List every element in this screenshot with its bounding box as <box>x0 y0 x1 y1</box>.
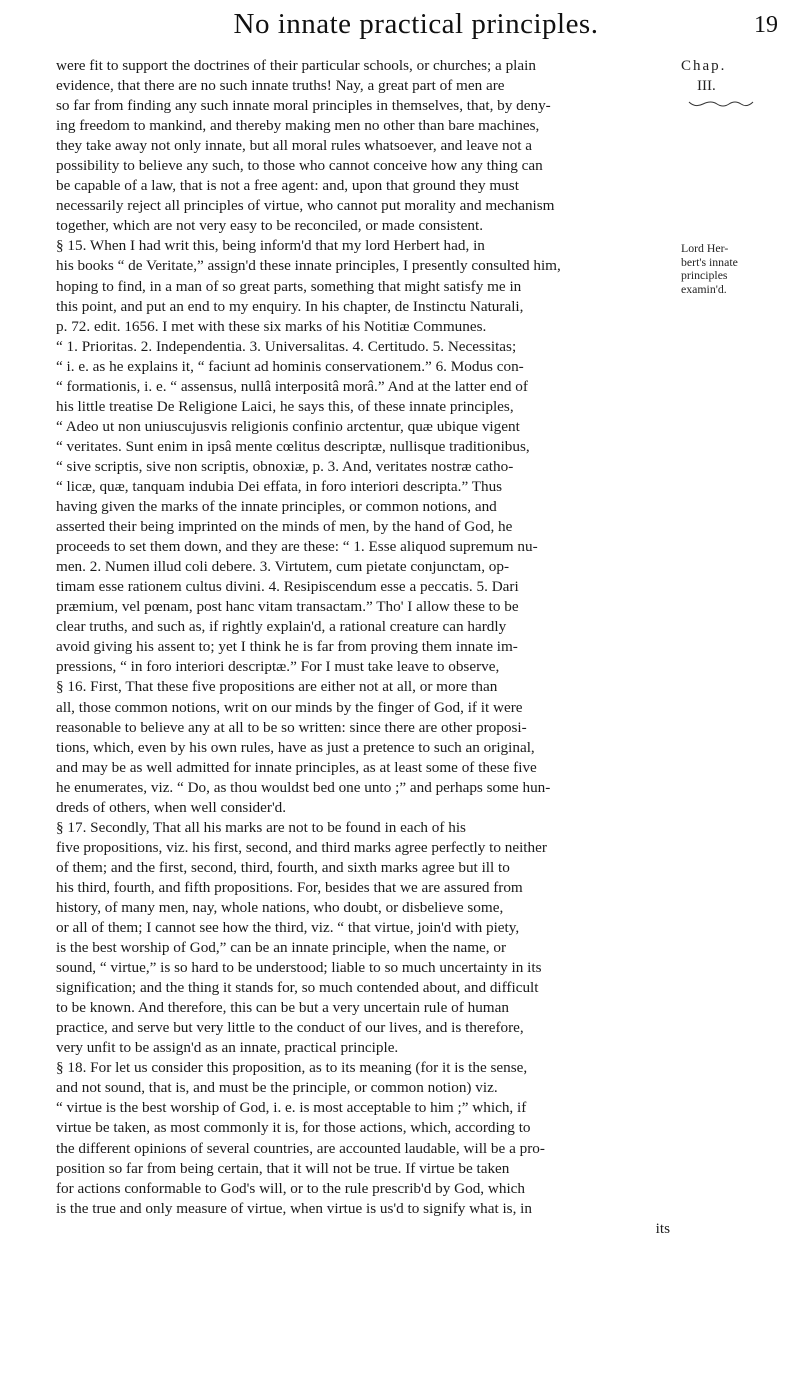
text-line: “ licæ, quæ, tanquam indubia Dei effata, in foro interiori descripta.” Thus <box>56 477 503 495</box>
text-line: and not sound, that is, and must be the principle, or common notion) viz. <box>56 1079 498 1097</box>
catchword: its <box>655 1219 670 1237</box>
text-line: is the best worship of God,” can be an innate principle, when the name, or <box>56 939 507 957</box>
ornament-flourish-icon <box>687 99 757 109</box>
text-line: ing freedom to mankind, and thereby making men no other than bare machines, <box>56 117 540 135</box>
text-line: pressions, “ in foro interiori descriptæ.” For I must take leave to observe, <box>56 658 500 676</box>
text-line: p. 72. edit. 1656. I met with these six marks of his Notitiæ Communes. <box>56 317 487 335</box>
text-line: men. 2. Numen illud coli debere. 3. Virtutem, cum pietate conjunctam, op- <box>56 558 510 576</box>
marginal-note-line: principles <box>681 268 728 283</box>
chapter-label: Chap. <box>681 58 727 74</box>
text-line: “ 1. Prioritas. 2. Independentia. 3. Universalitas. 4. Certitudo. 5. Necessitas; <box>56 337 517 355</box>
text-line: they take away not only innate, but all moral rules whatsoever, and leave not a <box>56 137 532 155</box>
marginal-note-line: Lord Her- <box>681 241 729 255</box>
text-line: præmium, vel pœnam, post hanc vitam transactam.” Tho' I allow these to be <box>56 598 519 616</box>
text-line: he enumerates, viz. “ Do, as thou wouldst bed one unto ;” and perhaps some hun- <box>56 778 551 796</box>
text-line: very unfit to be assign'd as an innate, practical principle. <box>56 1039 399 1057</box>
text-line: evidence, that there are no such innate truths! Nay, a great part of men are <box>56 77 505 95</box>
text-line: § 17. Secondly, That all his marks are not to be found in each of his <box>56 818 466 836</box>
text-line: for actions conformable to God's will, or to the rule prescrib'd by God, which <box>56 1179 526 1197</box>
text-line: so far from finding any such innate moral principles in themselves, that, by deny- <box>56 97 551 115</box>
text-line: and may be as well admitted for innate principles, as at least some of these five <box>56 758 537 776</box>
text-line: “ formationis, i. e. “ assensus, nullâ interpositâ morâ.” And at the latter end of <box>56 377 528 395</box>
text-line: asserted their being imprinted on the minds of men, by the hand of God, he <box>56 518 513 536</box>
text-line: his little treatise De Religione Laici, he says this, of these innate principles, <box>56 397 514 415</box>
text-line: this point, and put an end to my enquiry. In his chapter, de Instinctu Naturali, <box>56 297 524 315</box>
text-line: avoid giving his assent to; yet I think he is far from proving them innate im- <box>56 638 518 656</box>
margin-chapter-heading <box>681 56 796 114</box>
text-line: proceeds to set them down, and they are these: “ 1. Esse aliquod supremum nu- <box>56 538 538 556</box>
text-line: together, which are not very easy to be reconciled, or made consistent. <box>56 217 484 235</box>
text-line: “ i. e. as he explains it, “ faciunt ad hominis conservationem.” 6. Modus con- <box>56 357 524 375</box>
text-line: reasonable to believe any at all to be so written: since there are other proposi- <box>56 718 527 736</box>
text-line: dreds of others, when well consider'd. <box>56 798 287 816</box>
marginal-note-line: examin'd. <box>681 281 727 296</box>
text-line: his books “ de Veritate,” assign'd these innate principles, I presently consulted him, <box>56 257 561 275</box>
text-line: practice, and serve but very little to the conduct of our lives, and is therefore, <box>56 1019 524 1037</box>
text-line: history, of many men, nay, whole nations, who doubt, or disbelieve some, <box>56 898 504 916</box>
text-line: is the true and only measure of virtue, when virtue is us'd to signify what is, in <box>56 1199 532 1217</box>
text-line: having given the marks of the innate principles, or common notions, and <box>56 498 497 516</box>
text-line: timam esse rationem cultus divini. 4. Resipiscendum esse a peccatis. 5. Dari <box>56 578 519 596</box>
text-line: “ sive scriptis, sive non scriptis, obnoxiæ, p. 3. And, veritates nostræ catho- <box>56 457 514 475</box>
page-header <box>86 8 778 48</box>
text-line: or all of them; I cannot see how the third, viz. “ that virtue, join'd with piety, <box>56 919 520 937</box>
text-line: hoping to find, in a man of so great parts, something that might satisfy me in <box>56 277 522 295</box>
text-line: virtue be taken, as most commonly it is, for those actions, which, according to <box>56 1119 531 1137</box>
text-line: clear truths, and such as, if rightly explain'd, a rational creature can hardly <box>56 618 507 636</box>
text-line: signification; and the thing it stands for, so much contended about, and difficult <box>56 979 539 997</box>
text-line: of them; and the first, second, third, fourth, and sixth marks agree but ill to <box>56 858 510 876</box>
text-line: § 16. First, That these five propositions are either not at all, or more than <box>56 678 498 696</box>
text-line: were fit to support the doctrines of their particular schools, or churches; a plain <box>56 57 536 74</box>
main-text <box>56 56 670 1237</box>
chapter-number: III. <box>697 78 716 94</box>
text-line: sound, “ virtue,” is so hard to be understood; liable to so much uncertainty in its <box>56 959 542 977</box>
text-line: possibility to believe any such, to those who cannot conceive how any thing can <box>56 157 543 175</box>
text-line: all, those common notions, writ on our minds by the finger of God, if it were <box>56 698 523 716</box>
text-line: “ virtue is the best worship of God, i. e. is most acceptable to him ;” which, if <box>56 1099 527 1117</box>
text-line: to be known. And therefore, this can be but a very uncertain rule of human <box>56 999 509 1017</box>
text-line: § 18. For let us consider this proposition, as to its meaning (for it is the sense, <box>56 1059 528 1077</box>
marginal-note <box>681 242 796 296</box>
text-line: “ veritates. Sunt enim in ipsâ mente cœlitus descriptæ, nullisque traditionibus, <box>56 437 530 455</box>
text-line: five propositions, viz. his first, second, and third marks agree perfectly to neither <box>56 838 547 856</box>
text-line: § 15. When I had writ this, being inform'd that my lord Herbert had, in <box>56 237 485 255</box>
running-title: No innate practical principles. <box>233 8 599 40</box>
text-line: the different opinions of several countries, are accounted laudable, will be a pro- <box>56 1139 545 1157</box>
text-line: his third, fourth, and fifth propositions. For, besides that we are assured from <box>56 878 523 896</box>
page-number: 19 <box>754 12 778 38</box>
text-line: tions, which, even by his own rules, have as just a pretence to such an original, <box>56 738 535 756</box>
text-line: necessarily reject all principles of virtue, who cannot put morality and mechanism <box>56 197 555 215</box>
text-line: be capable of a law, that is not a free agent: and, upon that ground they must <box>56 177 519 195</box>
marginal-note-line: bert's innate <box>681 254 738 269</box>
text-line: “ Adeo ut non uniuscujusvis religionis confinio arctentur, quæ ubique vigent <box>56 417 520 435</box>
text-line: position so far from being certain, that it will not be true. If virtue be taken <box>56 1159 510 1177</box>
